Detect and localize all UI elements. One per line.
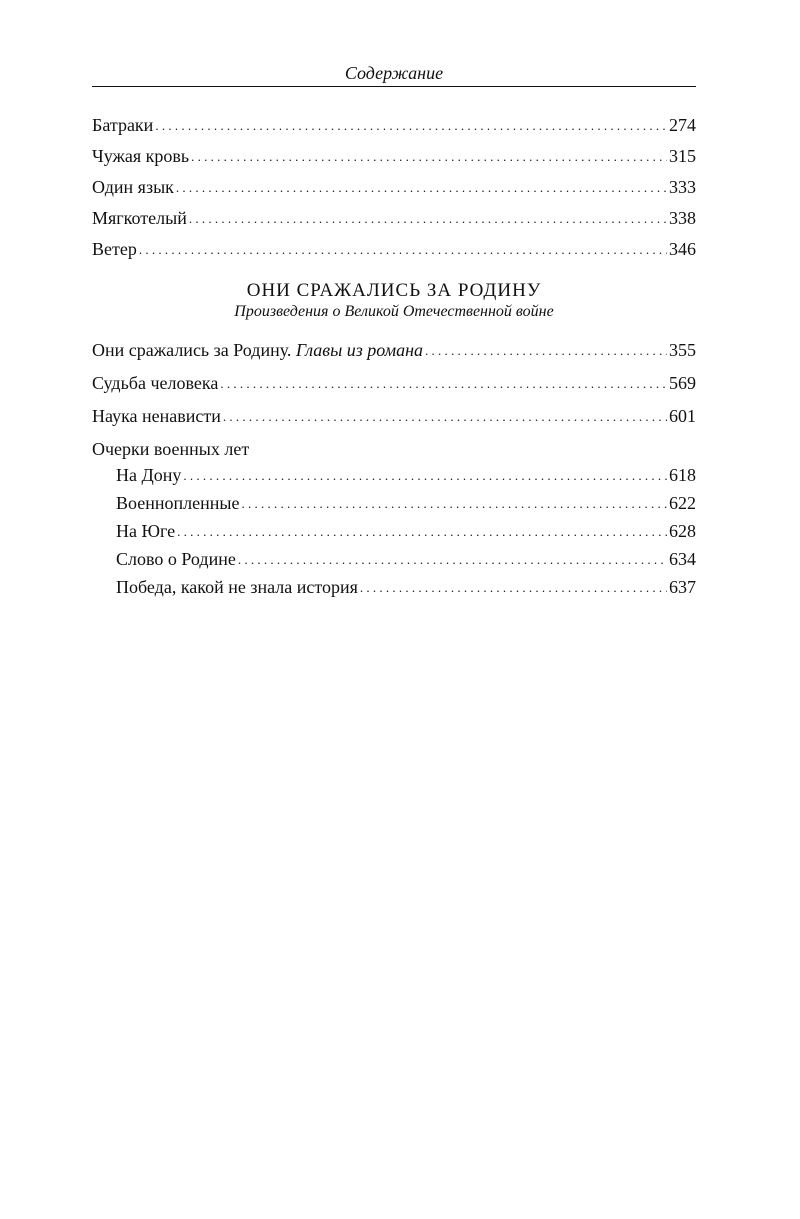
toc-entry-page: 569 (669, 373, 696, 393)
toc-entry-page: 634 (669, 549, 696, 569)
leader-dots (155, 113, 667, 137)
section-title: ОНИ СРАЖАЛИСЬ ЗА РОДИНУ (246, 280, 542, 301)
toc-subentry[interactable] (92, 548, 696, 572)
toc-entry-page: 622 (669, 493, 696, 513)
toc-subentry[interactable] (92, 492, 696, 516)
toc-entry[interactable] (92, 339, 696, 363)
toc-entry-page: 618 (669, 465, 696, 485)
leader-dots (139, 237, 667, 261)
toc-entry[interactable] (92, 114, 696, 138)
leader-dots (425, 338, 667, 362)
toc-entry-title-italic: Главы из романа (295, 340, 424, 360)
toc-entry-page: 315 (669, 146, 696, 166)
toc-entry-title: Батраки (92, 115, 154, 135)
toc-entry-title (92, 339, 423, 361)
toc-entry[interactable] (92, 405, 696, 429)
toc-entry[interactable] (92, 238, 696, 262)
leader-dots (220, 371, 667, 395)
leader-dots (177, 519, 667, 543)
toc-entry-title: Ветер (92, 239, 137, 259)
leader-dots (183, 463, 667, 487)
toc-entry-page: 333 (669, 177, 696, 197)
leader-dots (176, 175, 667, 199)
toc-entry[interactable] (92, 372, 696, 396)
toc-subentry[interactable] (92, 520, 696, 544)
toc-entry-title: Наука ненависти (92, 406, 221, 426)
toc-entry-page: 628 (669, 521, 696, 541)
header-rule (92, 86, 696, 87)
leader-dots (191, 144, 667, 168)
toc-subentry[interactable] (92, 464, 696, 488)
toc-entry-page: 637 (669, 577, 696, 597)
toc-subentry[interactable] (92, 576, 696, 600)
toc-entry-page: 338 (669, 208, 696, 228)
section-subtitle: Произведения о Великой Отечественной войне (234, 303, 554, 320)
toc-entry-title: Чужая кровь (92, 146, 190, 166)
leader-dots (189, 206, 667, 230)
toc-entry-title-main: Они сражались за Родину. (92, 340, 292, 360)
leader-dots (241, 491, 667, 515)
toc-entry-title: Судьба человека (92, 373, 219, 393)
toc-entry-title: Победа, какой не знала история (116, 577, 358, 597)
toc-entry-title: Слово о Родине (116, 549, 236, 569)
toc-entry[interactable] (92, 145, 696, 169)
toc-group-title: Очерки военных лет (92, 439, 250, 459)
toc-entry-page: 601 (669, 406, 696, 426)
toc-entry-title: На Дону (116, 465, 182, 485)
toc-entry[interactable] (92, 176, 696, 200)
toc-entry-page: 355 (669, 340, 696, 360)
toc-entry-title: Мягкотелый (92, 208, 187, 228)
toc-top-list (92, 114, 696, 262)
running-head: Содержание (344, 63, 444, 83)
toc-entry-page: 346 (669, 239, 696, 259)
toc-entry[interactable] (92, 207, 696, 231)
toc-section-list (92, 339, 696, 600)
toc-entry-title: Один язык (92, 177, 174, 197)
leader-dots (360, 575, 667, 599)
toc-entry-title: Военнопленные (116, 493, 240, 513)
toc-entry-page: 274 (669, 115, 696, 135)
leader-dots (238, 547, 667, 571)
toc-entry-title: На Юге (116, 521, 176, 541)
leader-dots (223, 404, 667, 428)
